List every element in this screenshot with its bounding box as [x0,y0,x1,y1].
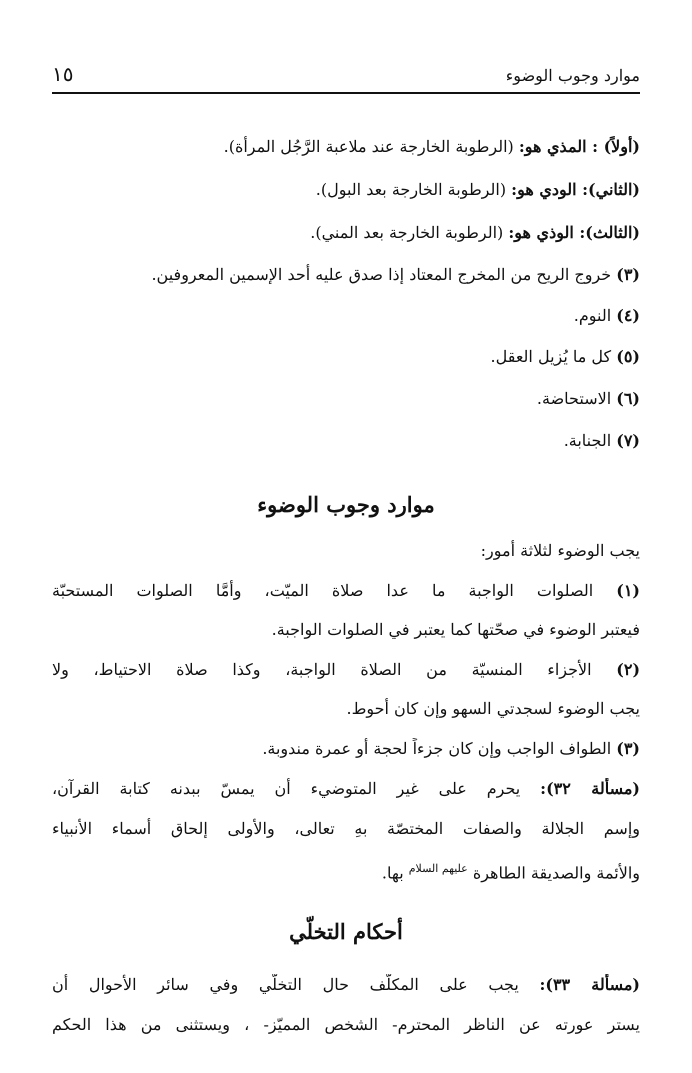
section-heading: موارد وجوب الوضوء [257,492,435,517]
masala-text: يحرم على غير المتوضيء أن يمسّ ببدنه كتابة القرآن، [52,779,541,798]
section-heading: أحكام التخلّي [289,919,403,944]
paragraph-text: بها. [381,863,409,883]
item-number: (٤) [616,306,640,325]
honorific-glyph: عليهم السلام [408,862,468,875]
list-item [52,346,640,368]
definition-text: (الرطوبة الخارجة بعد البول). [315,180,512,199]
definition-label: (الثاني): الودي هو: [511,180,640,199]
paragraph-text: والأئمة والصديقة الطاهرة [467,863,640,883]
masala-line [52,974,640,996]
intro-line: يجب الوضوء لثلاثة أمور: [480,541,640,560]
item-number: (١) [616,581,640,600]
definition-line [52,136,640,158]
item-number: (٧) [616,431,640,450]
item-text: الأجزاء المنسيّة من الصلاة الواجبة، وكذا صلاة الاحتياط، ولا [52,660,617,679]
definition-label: (الثالث): الوذي هو: [508,223,640,242]
paragraph-line: يستر عورته عن الناظر المحترم- الشخص المميّز- ، ويستثنى من هذا الحكم [52,1015,640,1034]
item-text: خروج الريح من المخرج المعتاد إذا صدق عليه أحد الإسمين المعروفين. [151,265,617,284]
item-text: الصلوات الواجبة ما عدا صلاة الميّت، وأمَّا الصلوات المستحبّة [52,581,617,600]
definition-line [52,179,640,201]
page-header [52,60,640,94]
item-text: النوم. [573,306,617,325]
definition-text: (الرطوبة الخارجة بعد المني). [310,223,509,242]
list-item [52,264,640,286]
masala-line [52,778,640,800]
paragraph-line: يجب الوضوء لسجدتي السهو وإن كان أحوط. [346,699,640,718]
item-number: (٣) [616,739,640,758]
item-number: (٢) [616,660,640,679]
page-number: ١٥ [52,62,74,86]
item-text: كل ما يُزيل العقل. [490,347,617,366]
item-text: الطواف الواجب وإن كان جزءاً لحجة أو عمرة مندوبة. [262,739,617,758]
list-item [52,580,640,602]
list-item [52,738,640,760]
definition-line [52,222,640,244]
item-text: الجنابة. [563,431,617,450]
paragraph-line [52,858,640,884]
definition-text: (الرطوبة الخارجة عند ملاعبة الرَّجُل المرأة). [223,137,519,156]
list-item [52,430,640,452]
masala-label: (مسألة ٣٢): [540,779,640,798]
paragraph-line: وإسم الجلالة والصفات المختصّة بهِ تعالى، والأولى إلحاق أسماء الأنبياء [52,819,640,838]
item-number: (٥) [616,347,640,366]
masala-label: (مسألة ٣٣): [539,975,640,994]
item-number: (٦) [616,389,640,408]
item-text: الاستحاضة. [536,389,617,408]
definition-label: (أولاً) : المذي هو: [518,137,640,156]
list-item [52,659,640,681]
item-number: (٣) [616,265,640,284]
list-item [52,305,640,327]
paragraph-line: فيعتبر الوضوء في صحّتها كما يعتبر في الصلوات الواجبة. [271,620,640,639]
list-item [52,388,640,410]
masala-text: يجب على المكلّف حال التخلّي وفي سائر الأحوال أن [52,975,540,994]
running-title: موارد وجوب الوضوء [505,66,640,85]
